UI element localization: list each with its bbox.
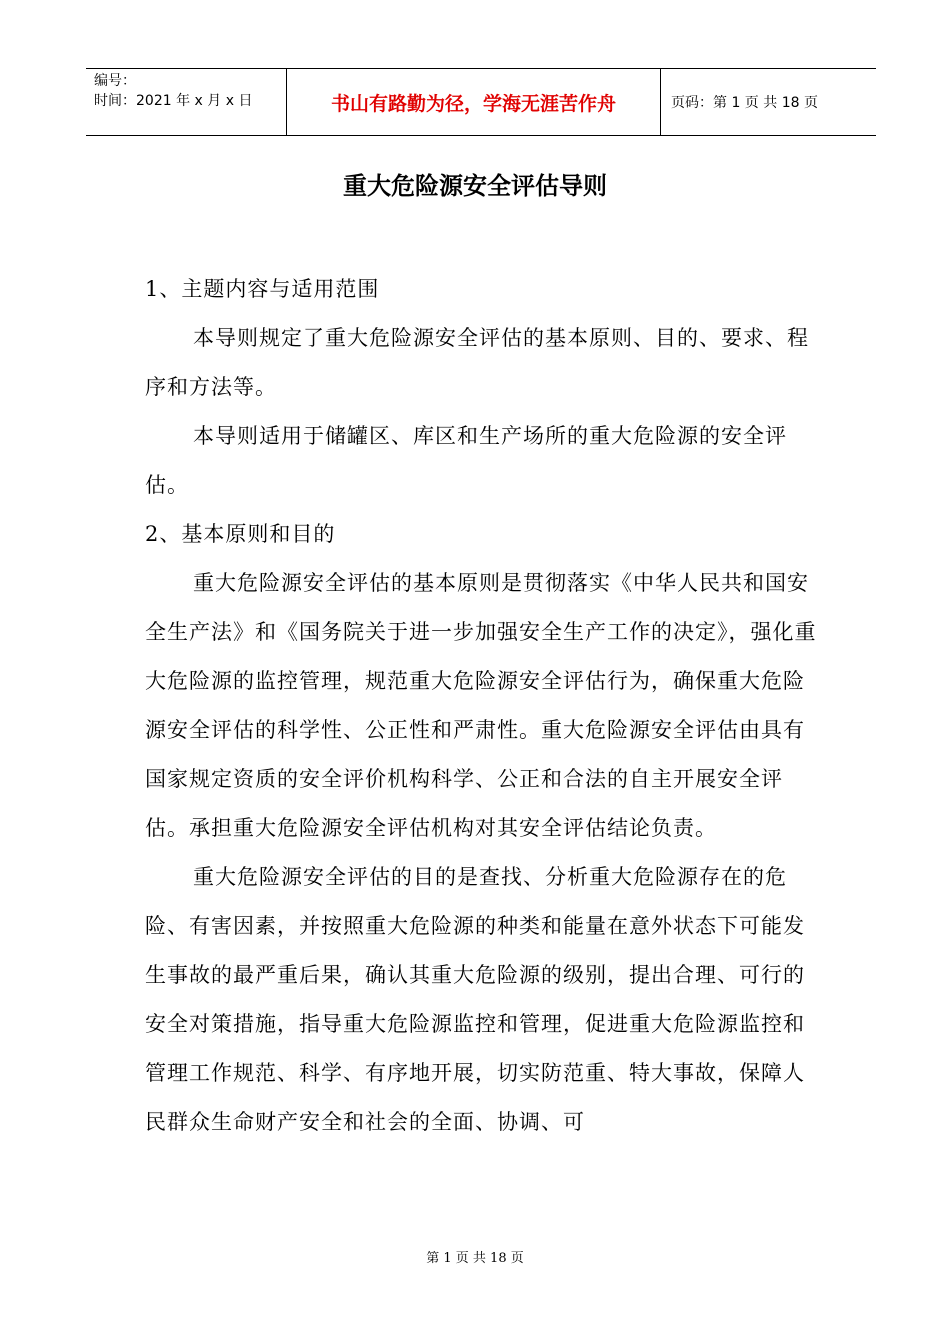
section-heading: 2、基本原则和目的 [145,522,336,546]
paragraph: 本导则适用于储罐区、库区和生产场所的重大危险源的安全评估。 [145,424,787,497]
header-time-label: 时间：2021 年 x 月 x 日 [94,93,253,109]
document-title: 重大危险源安全评估导则 [343,172,607,200]
paragraph: 本导则规定了重大危险源安全评估的基本原则、目的、要求、程序和方法等。 [145,326,809,399]
header-motto: 书山有路勤为径，学海无涯苦作舟 [287,69,661,135]
document-body [145,265,825,1147]
paragraph: 重大危险源安全评估的基本原则是贯彻落实《中华人民共和国安全生产法》和《国务院关于进一步加强安全生产工作的决定》，强化重大危险源的监控管理，规范重大危险源安全评估行为，确保重大危险源安全评估的科学性、公正性和严肃性。重大危险源安全评估由具有国家规定资质的安全评价机构科学、公正和合法的自主开展安全评估。承担重大危险源安全评估机构对其安全评估结论负责。 [145,571,817,840]
header-meta [86,69,287,135]
header-page-label: 页码：第 1 页 共 18 页 [671,95,818,111]
page-header [86,68,876,136]
paragraph: 重大危险源安全评估的目的是查找、分析重大危险源存在的危险、有害因素，并按照重大危险源的种类和能量在意外状态下可能发生事故的最严重后果，确认其重大危险源的级别，提出合理、可行的安全对策措施，指导重大危险源监控和管理，促进重大危险源监控和管理工作规范、科学、有序地开展，切实防范重、特大事故，保障人民群众生命财产安全和社会的全面、协调、可 [145,865,805,1134]
page-footer: 第 1 页 共 18 页 [426,1251,524,1266]
section-heading: 1、主题内容与适用范围 [145,277,380,301]
header-number-label: 编号： [94,73,136,89]
